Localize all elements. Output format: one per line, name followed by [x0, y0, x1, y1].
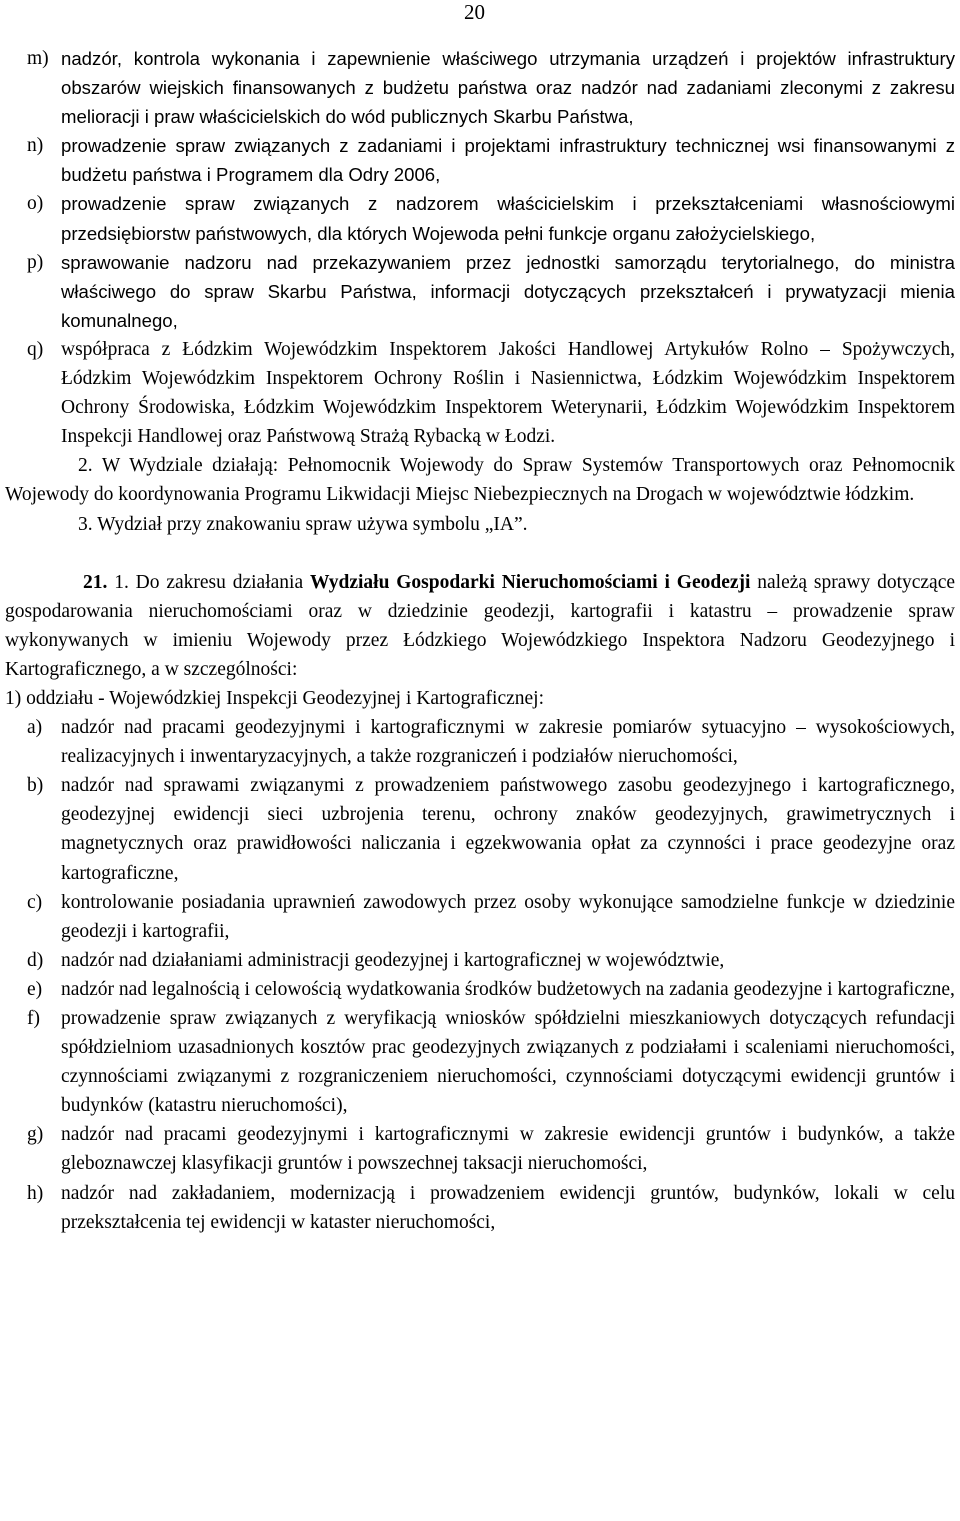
list-item [5, 1120, 955, 1178]
list-item-label: d) [27, 949, 44, 971]
list-item-label: c) [27, 891, 43, 913]
task-list-1 [5, 44, 955, 451]
section-number: 21. [83, 571, 108, 593]
list-item-label: p) [27, 251, 44, 273]
list-item [5, 189, 955, 247]
list-item [5, 1004, 955, 1120]
list-item-text: prowadzenie spraw związanych z zadaniami i projektami infrastruktury technicznej wsi finansowanymi z budżetu państwa i Programem dla Odry 2006, [61, 135, 955, 186]
list-item-label: g) [27, 1124, 44, 1146]
list-item-text: nadzór nad zakładaniem, modernizacją i prowadzeniem ewidencji gruntów, budynków, lokali w celu przekształcenia tej ewidencji w kataster nieruchomości, [61, 1182, 955, 1233]
list-item-text: nadzór nad sprawami związanymi z prowadzeniem państwowego zasobu geodezyjnego i kartograficznego, geodezyjnej ewidencji sieci uzbrojenia terenu, ochrony znaków geodezyjnych, grawimetrycznych i magnetycznych oraz prawidłowości naliczania i egzekwowania opłat za czynności i prace geodezyjne oraz kartograficzne, [61, 775, 955, 884]
list-item [5, 888, 955, 946]
list-item-text: prowadzenie spraw związanych z weryfikacją wniosków spółdzielni mieszkaniowych dotyczących refundacji spółdzielniom uzasadnionych kosztów prac geodezyjnych związanych z podziałami i scaleniami nieruchomości, czynnościami związanymi z rozgraniczeniem nieruchomości, czynnościami dotyczącymi ewidencji gruntów i budynków (katastru nieruchomości), [61, 1008, 955, 1117]
list-item [5, 713, 955, 771]
list-item [5, 131, 955, 189]
paragraph-2: 2. W Wydziale działają: Pełnomocnik Wojewody do Spraw Systemów Transportowych oraz Pełnomocnik Wojewody do koordynowania Programu Likwidacji Miejsc Niebezpiecznych na Drogach w województwie łódzkim. [5, 455, 955, 506]
list-item-text: kontrolowanie posiadania uprawnień zawodowych przez osoby wykonujące samodzielne funkcje w dziedzinie geodezji i kartografii, [61, 891, 955, 942]
list-item [5, 248, 955, 335]
list-item [5, 975, 955, 1004]
task-list-2 [5, 713, 955, 1237]
list-item [5, 771, 955, 887]
list-item [5, 335, 955, 451]
section-text: należą sprawy dotyczące gospodarowania nieruchomościami oraz w dziedzinie geodezji, kartografii i katastru – prowadzenie spraw wykonywanych w imieniu Wojewody przez Łódzkiego Wojewódzkiego Inspektora Nadzoru Geodezyjnego i Kartograficznego, a w szczególności: [5, 571, 956, 680]
list-item-text: prowadzenie spraw związanych z nadzorem właścicielskim i przekształceniami własnościowymi przedsiębiorstw państwowych, dla których Wojewoda pełni funkcje organu założycielskiego, [61, 193, 955, 244]
department-name: Wydziału Gospodarki Nieruchomościami i Geodezji [309, 571, 751, 593]
list-item-label: m) [27, 48, 49, 69]
list-item [5, 946, 955, 975]
list-item-text: współpraca z Łódzkim Wojewódzkim Inspektorem Jakości Handlowej Artykułów Rolno – Spożywczych, Łódzkim Wojewódzkim Inspektorem Ochrony Roślin i Nasiennictwa, Łódzkim Wojewódzkim Inspektorem Ochrony Środowiska, Łódzkim Wojewódzkim Inspektorem Weterynarii, Łódzkim Wojewódzkim Inspektorem Inspekcji Handlowej oraz Państwową Strażą Rybacką w Łodzi. [61, 338, 955, 448]
list-item-text: nadzór, kontrola wykonania i zapewnienie właściwego utrzymania urządzeń i projektów infrastruktury obszarów wiejskich finansowanych z budżetu państwa oraz nadzór nad zadaniami zleconymi z zakresu melioracji i praw właścicielskich do wód publicznych Skarbu Państwa, [61, 48, 955, 128]
document-body [5, 44, 955, 1237]
list-item-label: o) [27, 193, 44, 215]
sub-heading: 1) oddziału - Wojewódzkiej Inspekcji Geodezyjnej i Kartograficznej: [5, 687, 544, 709]
list-item [5, 44, 955, 131]
list-item-text: nadzór nad legalnością i celowością wydatkowania środków budżetowych na zadania geodezyjne i kartograficzne, [61, 978, 955, 1000]
paragraph-3: 3. Wydział przy znakowaniu spraw używa symbolu „IA”. [78, 513, 528, 535]
list-item-text: nadzór nad pracami geodezyjnymi i kartograficznymi w zakresie pomiarów sytuacyjno – wysokościowych, realizacyjnych i inwentaryzacyjnych, a także rozgraniczeń i podziałów nieruchomości, [61, 717, 955, 768]
list-item-text: sprawowanie nadzoru nad przekazywaniem przez jednostki samorządu terytorialnego, do ministra właściwego do spraw Skarbu Państwa, informacji dotyczących przekształceń i prywatyzacji mienia komunalnego, [61, 251, 955, 331]
list-item-text: nadzór nad działaniami administracji geodezyjnej i kartograficznej w województwie, [61, 949, 725, 971]
section-21 [5, 568, 955, 684]
list-item-text: nadzór nad pracami geodezyjnymi i kartograficznymi w zakresie ewidencji gruntów i budynków, a także gleboznawczej klasyfikacji gruntów i powszechnej taksacji nieruchomości, [61, 1124, 955, 1175]
list-item-label: h) [27, 1182, 44, 1204]
section-intro: 1. Do zakresu działania [114, 571, 304, 593]
list-item-label: b) [27, 775, 44, 797]
list-item [5, 1179, 955, 1237]
list-item-label: a) [27, 717, 43, 739]
page-number: 20 [464, 0, 485, 24]
list-item-label: f) [27, 1008, 40, 1029]
list-item-label: n) [27, 135, 44, 157]
list-item-label: q) [27, 338, 44, 360]
list-item-label: e) [27, 978, 43, 1000]
